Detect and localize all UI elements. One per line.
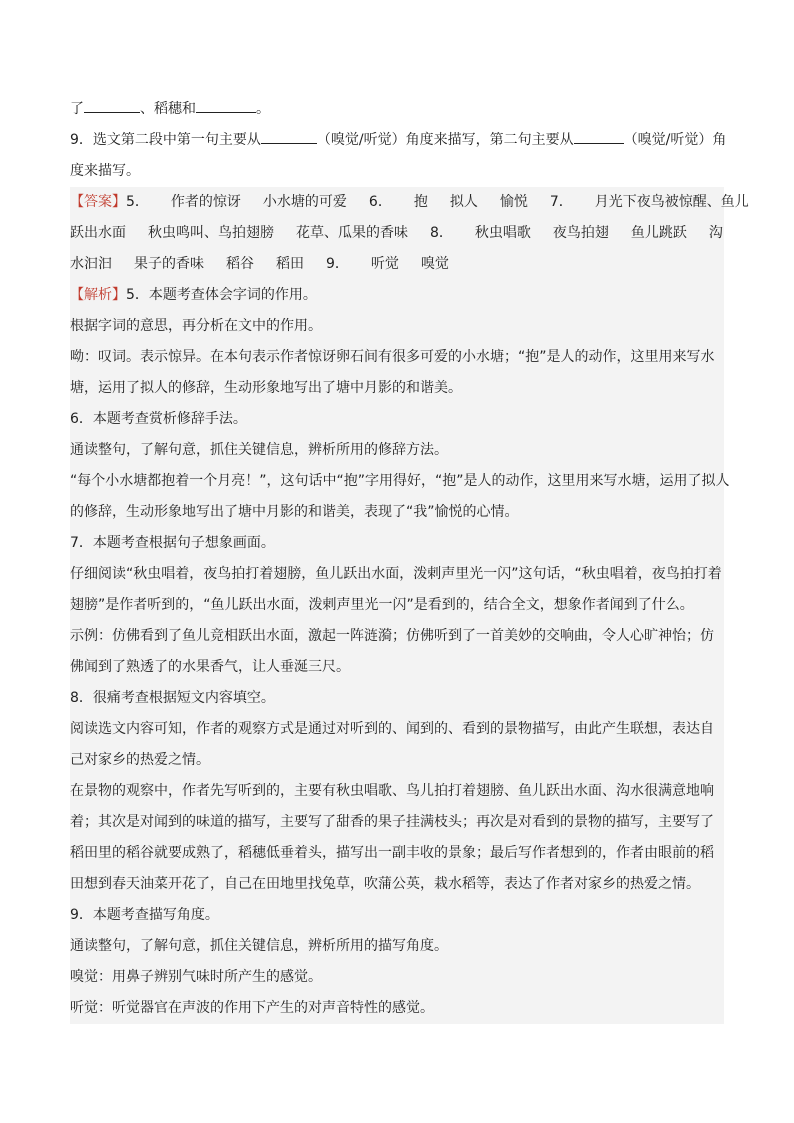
analysis-line: 翅膀”是作者听到的，“鱼儿跃出水面，泼剌声里光一闪”是看到的，结合全文，想象作者闻到了什么。 (70, 597, 694, 613)
analysis-line: 仔细阅读“秋虫唱着，夜鸟拍打着翅膀，鱼儿跃出水面，泼剌声里光一闪”这句话，“秋虫唱着，夜鸟拍打着 (70, 566, 722, 582)
analysis-line: 的修辞，生动形象地写出了塘中月影的和谐美，表现了“我”愉悦的心情。 (70, 504, 519, 520)
question-9-line-2: 度来描写。 (70, 163, 140, 179)
analysis-line: 听觉：听觉器官在声波的作用下产生的对声音特性的感觉。 (70, 1000, 434, 1016)
question-9-line-1: 9．选文第二段中第一句主要从 （嗅觉/听觉）角度来描写，第二句主要从 （嗅觉/听觉）角 (70, 125, 724, 156)
solution-block (70, 187, 749, 1024)
analysis-line: 嗅觉：用鼻子辨别气味时所产生的感觉。 (70, 969, 322, 985)
answer-blank[interactable] (196, 96, 256, 113)
analysis-line: 7．本题考查根据句子想象画面。 (70, 535, 275, 551)
answer-blank[interactable] (84, 96, 140, 113)
analysis-line: 根据字词的意思，再分析在文中的作用。 (70, 318, 322, 334)
answer-blank[interactable] (261, 127, 317, 144)
analysis-line: 阅读选文内容可知，作者的观察方式是通过对听到的、闻到的、看到的景物描写，由此产生联想，表达自 (70, 721, 714, 737)
question-block (70, 94, 727, 187)
answer-tag: 【答案】 (70, 194, 126, 210)
analysis-line: 在景物的观察中，作者先写听到的，主要有秋虫唱歌、鸟儿拍打着翅膀、鱼儿跃出水面、沟水很满意地响 (70, 783, 714, 799)
analysis-line: 塘，运用了拟人的修辞，生动形象地写出了塘中月影的和谐美。 (70, 380, 462, 396)
question-line-1: 了 、稻穗和 。 (70, 94, 724, 125)
answer-line-3: 水汩汩 果子的香味 稻谷 稻田 9． 听觉 嗅觉 (70, 256, 449, 272)
answer-line-1: 【答案】5． 作者的惊讶 小水塘的可爱 6． 抱 拟人 愉悦 7． 月光下夜鸟被惊醒、鱼儿 (70, 194, 749, 210)
analysis-line: 己对家乡的热爱之情。 (70, 752, 210, 768)
analysis-first-line: 【解析】5．本题考查体会字词的作用。 (70, 287, 317, 303)
analysis-line: 通读整句，了解句意，抓住关键信息，辨析所用的修辞方法。 (70, 442, 448, 458)
analysis-line: 稻田里的稻谷就要成熟了，稻穗低垂着头，描写出一副丰收的景象；最后写作者想到的，作者由眼前的稻 (70, 845, 714, 861)
analysis-tag: 【解析】 (70, 287, 126, 303)
analysis-line: 8．很痛考查根据短文内容填空。 (70, 690, 275, 706)
answer-blank[interactable] (574, 127, 624, 144)
analysis-line: 通读整句，了解句意，抓住关键信息，辨析所用的描写角度。 (70, 938, 448, 954)
analysis-line: 9．本题考查描写角度。 (70, 907, 219, 923)
analysis-line: 佛闻到了熟透了的水果香气，让人垂涎三尺。 (70, 659, 350, 675)
answer-line-2: 跃出水面 秋虫鸣叫、鸟拍翅膀 花草、瓜果的香味 8． 秋虫唱歌 夜鸟拍翅 鱼儿跳跃 沟 (70, 225, 723, 241)
analysis-line: 示例：仿佛看到了鱼儿竞相跃出水面，激起一阵涟漪；仿佛听到了一首美妙的交响曲，令人心旷神怡；仿 (70, 628, 714, 644)
analysis-line: 6．本题考查赏析修辞手法。 (70, 411, 247, 427)
analysis-line: 田想到春天油菜开花了，自己在田地里找兔草，吹蒲公英，栽水稻等，表达了作者对家乡的热爱之情。 (70, 876, 700, 892)
analysis-line: “每个小水塘都抱着一个月亮！”，这句话中“抱”字用得好，“抱”是人的动作，这里用来写水塘，运用了拟人 (70, 473, 730, 489)
analysis-line: 着；其次是对闻到的味道的描写，主要写了甜香的果子挂满枝头；再次是对看到的景物的描写，主要写了 (70, 814, 714, 830)
analysis-line: 呦：叹词。表示惊异。在本句表示作者惊讶卵石间有很多可爱的小水塘；“抱”是人的动作，这里用来写水 (70, 349, 715, 365)
